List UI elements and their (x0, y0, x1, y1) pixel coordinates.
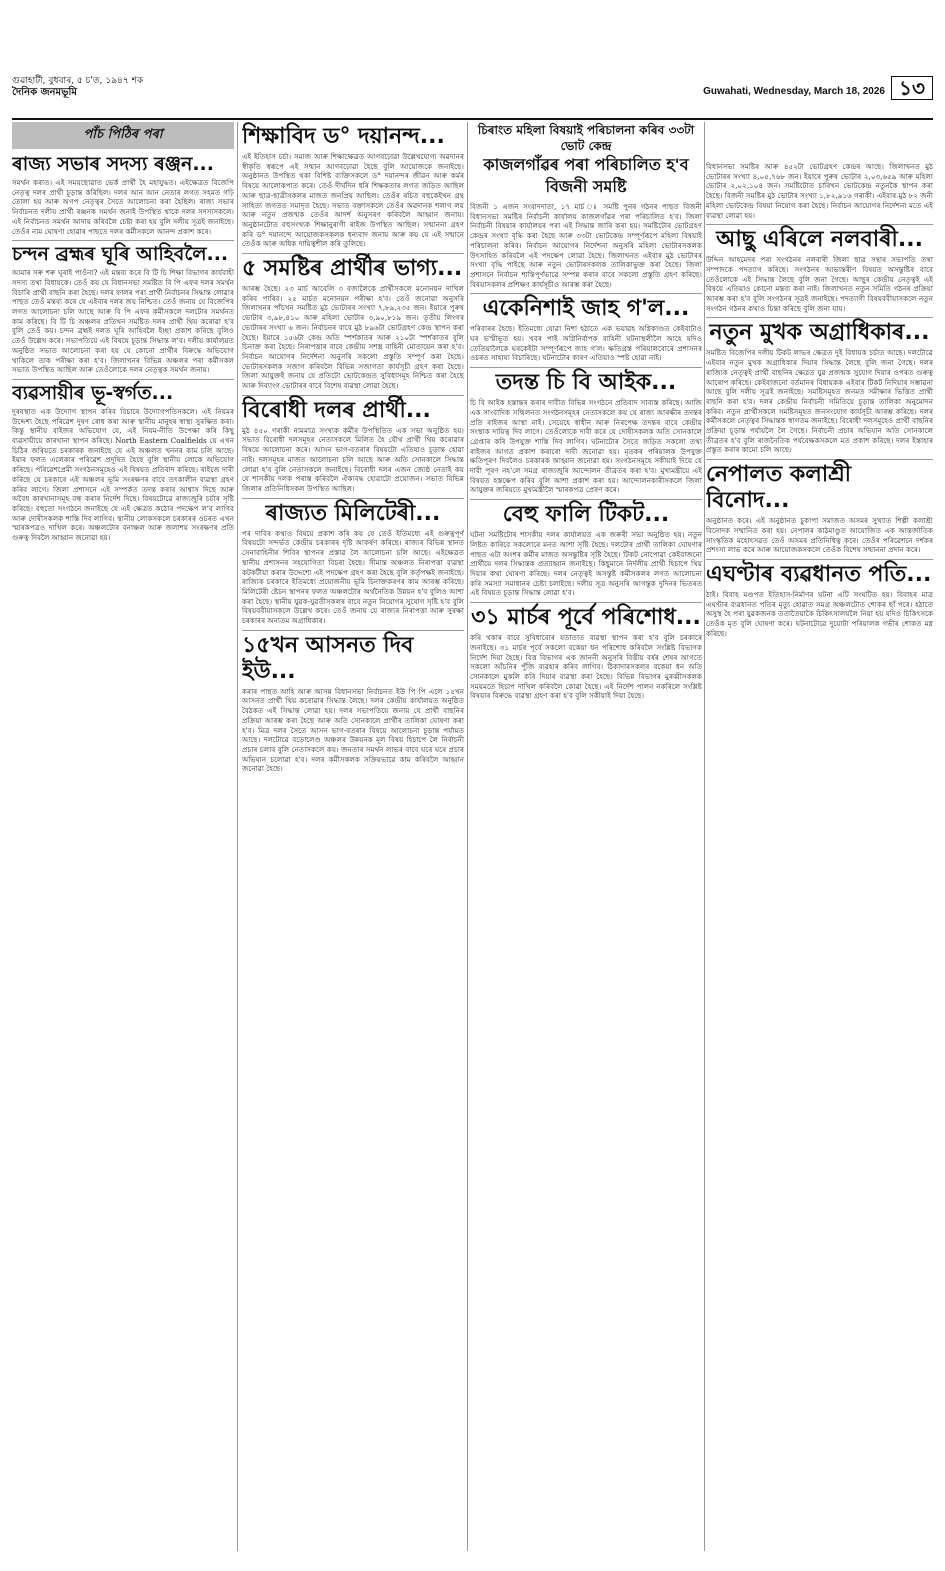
article-body: কৰাৰ পাছত আহি আৰু আসন্ন বিধানসভা নিৰ্বাচনত ইউ পি পি এলে ১৫খন আসনত প্ৰাৰ্থী থিয় কৰোৱাৰ সিদ্ধান্ত লৈছে। দলৰ কেন্দ্ৰীয় কাৰ্যালয়ত অনুষ্ঠিত বৈঠকত এই সিদ্ধান্ত লোৱা হয়। দলৰ সভাপতিয়ে জনায় যে প্ৰাৰ্থী বাছনিৰ প্ৰক্ৰিয়া আৰম্ভ কৰা হৈছে আৰু অতি সোনকালে প্ৰাৰ্থীৰ তালিকা ঘোষণা কৰা হ'ব। মিত্ৰ দলৰ সৈতে আসন ভাগ-বতৰাৰ বিষয়ে আলোচনা চূড়ান্ত পৰ্যায়ত আছে। দলটোৱে বড়োলেণ্ড অঞ্চলৰ উন্নয়নক মূল বিষয় হিচাপে লৈ নিৰ্বাচনী প্ৰচাৰ চলাব বুলি নেতাসকলে কয়। জনতাৰ সমৰ্থন লাভৰ বাবে ঘৰে ঘৰে প্ৰচাৰ অভিযান চলোৱা হ'ব। দলৰ কৰ্মীসকলক সক্ৰিয়ভাৱে কাম কৰিবলৈ আহ্বান জনোৱা হৈছে। (242, 686, 464, 774)
article-body: উদ্দিন আহমেদৰ পৰা সংগঠনৰ নলবাৰী জিলা ছাত্ৰ সন্থাৰ সভাপতি তথা সম্পাদকে পদত্যাগ কৰিছে। সংগঠনৰ আভ্যন্তৰীণ বিষয়ত অসন্তুষ্টিৰ বাবে তেওঁলোকে এই সিদ্ধান্ত লৈছে বুলি জনা গৈছে। আছুৰ কেন্দ্ৰীয় নেতৃত্বই এই বিষয়ে এতিয়াও কোনো মন্তব্য কৰা নাই। জিলাখনত নতুন সমিতি গঠনৰ প্ৰক্ৰিয়া আৰম্ভ কৰা হ'ব বুলি সংগঠনৰ সূত্ৰই জনাইছে। পদত্যাগী বিষয়ববীয়াসকলে নতুন সংগঠন গঠনৰ কথাও চিন্তা কৰিছে বুলি জনা যায়। (706, 255, 933, 313)
dateline-english: Guwahati, Wednesday, March 18, 2026 (703, 86, 885, 97)
column-1 (12, 122, 234, 1552)
article-body: পৰিবাৰৰ হৈছে। ইতিমধ্যে যোৱা নিশা হঠাতে এক ভয়াৱহ অগ্নিকাণ্ডত কেইবাটাও ঘৰ ভস্মীভূত হয়। খবৰ পাই অগ্নিনিৰ্বাপক বাহিনী ঘটনাস্থলীলৈ আহে যদিও তেতিয়ালৈকে ঘৰকেইটা সম্পূৰ্ণৰূপে জাহ গ'ল। ক্ষতিগ্ৰস্ত পৰিয়ালবোৰে প্ৰশাসনৰ ওচৰত সাহায্য বিচাৰিছে। ঘটনাটোৰ কাৰণ এতিয়াও স্পষ্ট হোৱা নাই। (470, 324, 702, 363)
article-body: চি বি আইক হস্তান্তৰ কৰাৰ দাবীত বিভিন্ন সংগঠনে প্ৰতিবাদ সাব্যস্ত কৰিছে। আজি এক সাংবাদিক সন্মিলনত সংগঠনসমূহৰ নেতাসকলে কয় যে ৰাজ্য আৰক্ষীৰ তদন্তৰ প্ৰতি ৰাইজৰ আস্থা নাই। সেয়েহে স্বাধীন আৰু নিৰপেক্ষ তদন্তৰ বাবে কেন্দ্ৰীয় সংস্থাক দায়িত্ব দিব লাগে। তেওঁলোকে দাবী কৰে যে দোষীসকলক অতি সোনকালে গ্ৰেপ্তাৰ কৰি উপযুক্ত শাস্তি দিব লাগিব। ঘটনাটোৰ সৈতে জড়িত সকলো তথ্য ৰাইজৰ আগত প্ৰকাশ কৰাৰো দাবী জনোৱা হয়। মৃতকৰ পৰিয়ালক উপযুক্ত ক্ষতিপূৰণ দিবলৈও চৰকাৰক আহ্বান জনোৱা হয়। সংগঠনসমূহে সকীয়াই দিয়ে যে দাবী পূৰণ নহ'লে সমগ্ৰ ৰাজ্যজুৰি আন্দোলন তীব্ৰতৰ কৰা হ'ব। মুখ্যমন্ত্ৰীয়ে এই বিষয়ত হস্তক্ষেপ কৰিব বুলি আশা প্ৰকাশ কৰা হয়। আন্দোলনকাৰীসকলে জিলা আয়ুক্তৰ জৰিয়তে মুখ্যমন্ত্ৰীলৈ স্মাৰকপত্ৰ প্ৰেৰণ কৰে। (470, 398, 702, 495)
headline-nepal-kalashree: নেপালত কলাশ্ৰী বিনোদ... (706, 462, 851, 514)
lead-headline: কাজলগাঁৱৰ পৰা পৰিচালিত হ'ব বিজনী সমষ্টি (483, 155, 689, 196)
article-divider (470, 602, 702, 603)
headline-aasu-nalbari: আছু এৰিলে নলবাৰী... (716, 227, 923, 253)
article-body: সমষ্টিত বিজেপিৰ দলীয় টিকট লাভৰ ক্ষেত্ৰত দুই বিধায়ক চৰ্চাত আছে। দলটোৱে এইবাৰ নতুন মুখক অগ্ৰাধিকাৰ দিয়াৰ সিদ্ধান্ত লৈছে বুলি জনা গৈছে। দলৰ ৰাজ্যিক নেতৃত্বই প্ৰাৰ্থী বাছনিৰ ক্ষেত্ৰত যুৱ প্ৰজন্মক সুযোগ দিয়াৰ ওপৰত গুৰুত্ব আৰোপ কৰিছে। কেইবাজনো বৰ্তমানৰ বিধায়কক এইবাৰ টিকট নিদিয়াৰ সম্ভাৱনা আছে বুলি দলীয় সূত্ৰই জনাইছে। সমষ্টিসমূহত জনমত সমীক্ষাৰ ভিত্তিত প্ৰাৰ্থী বাছনি কৰা হ'ব। দলৰ কেন্দ্ৰীয় নিৰ্বাচনী সমিতিয়ে চূড়ান্ত তালিকা অনুমোদন কৰিব। নতুন প্ৰাৰ্থীসকলে সমষ্টিসমূহত জনসংযোগ কাৰ্যসূচী আৰম্ভ কৰিছে। দলৰ কৰ্মীসকলে নেতৃত্বৰ সিদ্ধান্তক স্বাগতম জনাইছে। বিৰোধী দলসমূহেও প্ৰাৰ্থী বাছনিৰ প্ৰক্ৰিয়া চূড়ান্ত পৰ্যায়লৈ লৈ গৈছে। নিৰ্বাচনী প্ৰচাৰ অভিযান অতি সোনকালে তীব্ৰতৰ হ'ব বুলি ৰাজনৈতিক পৰ্যবেক্ষকসকলে মত প্ৰকাশ কৰিছে। দলৰ ইস্তাহাৰ প্ৰস্তুত কৰাৰ কামো চলি আছে। (706, 348, 933, 455)
column-4 (706, 122, 933, 1552)
headline-educationist: শিক্ষাবিদ ড° দয়ানন্দ... (242, 124, 445, 149)
article-body: আৰম্ভ হৈছে। ২৩ মাৰ্চ আবেলি ৩ বজালৈকে প্ৰাৰ্থীসকলে মনোনয়ন দাখিল কৰিব পাৰিব। ২৫ মাৰ্চত মনোনয়ন পৰীক্ষা হ'ব। তেওঁ জনোৱা অনুসৰি জিলাখনৰ পাঁচখন সমষ্টিত মুঠ ভোটাৰৰ সংখ্যা ৭,৮৯,২৩৫ জন। ইয়াৰে পুৰুষ ভোটাৰ ৩,৯৮,৪১০ আৰু মহিলা ভোটাৰ ৩,৯০,৮১৯ জন। তৃতীয় লিংগৰ ভোটাৰৰ সংখ্যা ৬ জন। নিৰ্বাচনৰ বাবে মুঠ ৮৯৬টা ভোটগ্ৰহণ কেন্দ্ৰ স্থাপন কৰা হৈছে। ইয়াৰে ১৫৬টা কেন্দ্ৰ অতি স্পৰ্শকাতৰ আৰু ২১০টা স্পৰ্শকাতৰ বুলি চিনাক্ত কৰা হৈছে। নিৰাপত্তাৰ বাবে কেন্দ্ৰীয় সশস্ত্ৰ বাহিনী মোতায়েন কৰা হ'ব। নিৰ্বাচন আয়োগৰ নিৰ্দেশনা অনুসৰি সকলো প্ৰস্তুতি সম্পূৰ্ণ কৰা হৈছে। ভোটাৰসকলক সজাগ কৰিবলৈ বিভিন্ন সজাগতা কাৰ্যসূচী গ্ৰহণ কৰা হৈছে। জিলা আয়ুক্তই জনায় যে প্ৰতিটো ভোটকেন্দ্ৰত সুবিধাসমূহ নিশ্চিত কৰা হৈছে আৰু দিব্যাংগ ভোটাৰৰ বাবে বিশেষ ব্যৱস্থা লোৱা হৈছে। (242, 284, 464, 391)
article-divider (242, 498, 464, 499)
headline-new-faces: নতুন মুখক অগ্ৰাধিকাৰ... (709, 320, 930, 346)
column-divider (237, 122, 238, 1551)
column-2 (242, 122, 464, 1552)
masthead: দৈনিক জনমভূমি (12, 87, 77, 98)
headline-upp: ১৫খন আসনত দিব ইউ... (242, 632, 414, 684)
article-body: বিজনী ১ এজন সংবাদদাতা, ১৭ মাৰ্চ ঃ সমষ্টি পুনৰ গঠনৰ পাছত বিজনী বিধানসভা সমষ্টিৰ নিৰ্বাচনী কাৰ্যালয় কাজলগাঁৱৰ পৰা পৰিচালিত হ'ব। জিলা নিৰ্বাচনী বিষয়াৰ কাৰ্যালয়ৰ পৰা এই সিদ্ধান্ত জাৰি কৰা হয়। সমষ্টিটোৰ ভোটগ্ৰহণ কেন্দ্ৰৰ সংখ্যা বৃদ্ধি কৰা হৈছে আৰু ৩৩টা ভোটকেন্দ্ৰ সম্পূৰ্ণৰূপে মহিলা বিষয়াই পৰিচালনা কৰিব। নিৰ্বাচন আয়োগৰ নিৰ্দেশনা অনুসৰি মহিলা ভোটাৰসকলক উৎসাহিত কৰিবলৈ এই পদক্ষেপ লোৱা হৈছে। জিলাখনত এইবাৰ মুঠ ভোটাৰৰ সংখ্যা বৃদ্ধি পাইছে আৰু নতুন ভোটাৰসকলক তালিকাভুক্ত কৰা হৈছে। জিলা প্ৰশাসনে নিৰ্বাচন শান্তিপূৰ্ণভাৱে সম্পন্ন কৰাৰ বাবে সকলো প্ৰস্তুতি গ্ৰহণ কৰিছে। বিষয়াসকলৰ প্ৰশিক্ষণ কাৰ্যসূচীও আৰম্ভ কৰা হৈছে। (470, 202, 702, 289)
article-body: বিধানসভা সমষ্টিৰ আৰু ৪৫২টা ভোটগ্ৰহণ কেন্দ্ৰৰ আছে। জিলাখনত মুঠ ভোটাৰৰ সংখ্যা ৪,০৫,৭৬৮ জন। ইয়াৰে পুৰুষ ভোটাৰ ২,০৩,৬৫৯ আৰু মহিলা ভোটাৰ ২,০২,১০৪ জন। সমষ্টিটোত চাৰিখন ভোটকেন্দ্ৰ নতুনকৈ স্থাপন কৰা হৈছে। বিজনী সমষ্টিৰ মুঠ ভোটাৰ সংখ্যা ১,৮২,৯১৬ গৰাকী। এইবাৰ মুঠ ৮২ জনী মহিলা ভোটকেন্দ্ৰ বিষয়া নিয়োগ কৰা হৈছে। নিৰ্বাচন আয়োগৰ নিৰ্দেশনা মতে এই ব্যৱস্থা লোৱা হয়। (706, 162, 933, 220)
headline-military: ৰাজ্যত মিলিটেৰী... (265, 500, 441, 526)
article-divider (242, 395, 464, 396)
headline-ticket: বেহু ফালি টিকট... (502, 502, 670, 528)
headline-opposition: বিৰোধী দলৰ প্ৰাৰ্থী... (242, 397, 431, 423)
lead-banner (470, 122, 702, 198)
article-divider (706, 224, 933, 225)
article-body: সমৰ্থন কৰাত। এই সময়ছোৱাত ভেৰ্ক প্ৰাৰ্থী হৈ মহাযুদ্ধত। এইক্ষেত্ৰত বিজেপি নেতৃত্ব দলৰ প্ৰাৰ্থী চূড়ান্ত কৰিছিল। দলৰ আন আন নেতাৰ লগত সহমত গঢ়ি তোলা হয় আৰু অগপ নেতৃত্বৰ সৈতে আলোচনা কৰা হৈছিল। ৰাজ্য সভাৰ নিৰ্বাচনত দলীয় প্ৰাৰ্থী ৰঞ্জনক সমৰ্থন জনাই উপস্থিত থাকে দলৰ সদস্যসকলে। এই নিৰ্বাচনত সমৰ্থন আদায় কৰিবলৈ চেষ্টা কৰা হয় বুলি দলীয় সূত্ৰই জনাইছে। তেওঁৰ নাম ঘোষণা হোৱাৰ পাছতে দলৰ কৰ্মীসকলে আনন্দ প্ৰকাশ কৰে। (12, 178, 234, 236)
article-divider (242, 630, 464, 631)
headline-businessman: ব্যৱসায়ীৰ ভূ-স্বৰ্গত... (12, 381, 174, 404)
article-divider (706, 459, 933, 460)
headline-rajya-sabha: ৰাজ্য সভাৰ সদস্য ৰঞ্জন... (12, 153, 214, 175)
article-divider (470, 367, 702, 368)
article-body: কৰি থকাৰ বাবে সুবিধাবোৰ যতাতাত ব্যৱস্থা স্থাপন কৰা হ'ব বুলি চৰকাৰে জনাইছে। ৩১ মাৰ্চৰ পূৰ্বে সকলো বকেয়া ধন পৰিশোধ কৰিবলৈ সংশ্লিষ্ট বিভাগক নিৰ্দেশ দিয়া হৈছে। বিত্ত বিভাগৰ এক জাননী অনুসৰি বিত্তীয় বৰ্ষৰ শেষৰ আগতে সকলো আঁচনিৰ পুঁজি ব্যৱহাৰ কৰিব লাগিব। ঠিকাদাৰসকলৰ বকেয়া ধন অতি সোনকালে মুকলি কৰি দিয়াৰ ব্যৱস্থা কৰা হৈছে। বিভিন্ন বিভাগৰ মুৰব্বীসকলক সময়মতে হিচাপ দাখিল কৰিবলৈ কোৱা হৈছে। এই নিৰ্দেশ পালন নকৰিলে সংশ্লিষ্ট বিষয়াৰ বিৰুদ্ধে ব্যৱস্থা গ্ৰহণ কৰা হ'ব বুলি সকীয়াই দিয়া হৈছে। (470, 633, 702, 701)
headline-cbi: তদন্ত চি বি আইক... (495, 370, 677, 396)
article-body: পৰ দাবিৰ কথাও বিষয়ে প্ৰকাশ কৰি কয় যে তেওঁ ইতিমধ্যে এই গুৰুত্বপূৰ্ণ বিষয়টো সন্দৰ্ভত কেন্দ্ৰীয় চৰকাৰৰ দৃষ্টি আকৰ্ষণ কৰিছে। ৰাজ্যৰ বিভিন্ন স্থানত সেনাবাহিনীৰ শিবিৰ স্থাপনৰ প্ৰস্তাৱ লৈ আলোচনা চলি আছে। এইক্ষেত্ৰত স্থানীয় প্ৰশাসনৰ সহযোগিতা বিচৰা হৈছে। সীমান্ত অঞ্চলত নিৰাপত্তা ব্যৱস্থা কটকটীয়া কৰাৰ উদ্দেশ্যে এই পদক্ষেপ গ্ৰহণ কৰা হৈছে বুলি কৰ্তৃপক্ষই জনাইছে। ৰাজ্যিক চৰকাৰে ইতিমধ্যে প্ৰয়োজনীয় ভূমি চিনাক্তকৰণৰ কাম আৰম্ভ কৰিছে। মিলিটেৰী ষ্টেচন স্থাপনৰ ফলত অঞ্চলটোৰ অৰ্থনৈতিক উন্নয়ন হ'ব বুলিও আশা কৰা হৈছে। স্থানীয় যুৱক-যুৱতীসকলৰ বাবে নতুন নিয়োগৰ সুযোগ সৃষ্টি হ'ব বুলি বিষয়ববীয়াসকলে উল্লেখ কৰে। তেওঁ জনায় যে ৰাজ্যৰ নিৰাপত্তা আৰু সুৰক্ষা চৰকাৰৰ অন্যতম অগ্ৰাধিকাৰ। (242, 528, 464, 626)
headline-chandan-brahma: চন্দন ব্ৰহ্মৰ ঘূৰি আহিবলৈ... (12, 243, 229, 266)
article-divider (470, 293, 702, 294)
header-rule (12, 118, 933, 120)
header-left (12, 76, 143, 98)
article-divider (12, 379, 234, 380)
headline-fire: একেনিশাই জাহ গ'ল... (482, 296, 690, 322)
headline-march-payment: ৩১ মাৰ্চৰ পূৰ্বে পৰিশোধ... (471, 605, 701, 631)
column-divider (704, 122, 705, 1551)
article-divider (470, 499, 702, 500)
lead-subheadline: চিৰাংত মহিলা বিষয়াই পৰিচালনা কৰিব ৩৩টা ভোট কেন্দ্ৰ (477, 123, 695, 153)
article-divider (706, 559, 933, 560)
article-body: মুঠ ৪৫০ গৰাকী নামমাত্ৰ সংখ্যক কৰ্মীৰ উপস্থিতিত এক সভা অনুষ্ঠিত হয়। সভাত বিৰোধী দলসমূহৰ নেতাসকলে মিলিত হৈ যৌথ প্ৰাৰ্থী থিয় কৰোৱাৰ বিষয়ে আলোচনা কৰে। আসন ভাগ-বতৰাৰ বিষয়টো এতিয়াও চূড়ান্ত হোৱা নাই। দলসমূহৰ মাজত আলোচনা চলি আছে আৰু অতি সোনকালে সিদ্ধান্ত লোৱা হ'ব বুলি নেতাসকলে জনাইছে। বিৰোধী দলৰ এজন জ্যেষ্ঠ নেতাই কয় যে শাসকীয় দলক পৰাস্ত কৰিবলৈ ঐক্যবদ্ধ হোৱাটো প্ৰয়োজন। সভাত বিভিন্ন জিলাৰ প্ৰতিনিধিসকল উপস্থিত আছিল। (242, 425, 464, 493)
article-divider (242, 253, 464, 254)
article-body: ঠাই। বিবাহ মণ্ডপত ইতিহাস-নিৰ্মাণৰ ঘটনা এটি সংঘটিত হয়। বিবাহৰ মাত্ৰ এঘণ্টাৰ ব্যৱধানত পতিৰ মৃত্যু হোৱাত সমগ্ৰ অঞ্চলটোত শোকৰ ছাঁ পৰে। হঠাতে অসুস্থ হৈ পৰা যুৱকজনক ততাতৈয়াকৈ চিকিৎসালয়লৈ নিয়া হয় যদিও চিকিৎসকে তেওঁক মৃত বুলি ঘোষণা কৰে। ঘটনাটোৱে দুয়োটা পৰিয়ালক গভীৰ শোকত মগ্ন কৰিছে। (706, 589, 933, 638)
article-body: দুৰবস্থাত এক উদ্যোগ স্থাপন কৰিব বিচাৰে উদ্যোগপতিসকলে। এই নিয়মৰ উদ্দেশ্য হৈছে পৰিৱেশ দুষণ ৰোধ কৰা আৰু স্থানীয় মানুহৰ স্বাস্থ্য সুৰক্ষিত কৰা। কিন্তু স্থানীয় বাইজৰ অভিযোগ যে, এই নিয়ম-নীতি উপেক্ষা কৰি কিছু ব্যৱসায়ীয়ে কাৰখানা স্থাপন কৰিছে। North Eastern Coalfields য়ে এখন চিঠিৰ জৰিয়তে চৰকাৰক জনাইছে যে এই অঞ্চলত খননৰ কাম চলি আছে। ইয়াৰ ফলত এলেকাৰ পৰিৱেশ প্ৰদূষিত হৈছে বুলি স্থানীয় লোকে অভিযোগ কৰিছে। পৰিৱেশপ্ৰেমী সংগঠনসমূহেও এই বিষয়ত প্ৰতিবাদ কৰিছে। ৰাইজে দাবী কৰিছে যে চৰকাৰে এই অঞ্চলৰ ভূমি সংৰক্ষণৰ বাবে তৎকালীন ব্যৱস্থা গ্ৰহণ কৰিব লাগে। জিলা প্ৰশাসনে এই সম্পৰ্কত তদন্ত কৰাৰ আশ্বাস দিছে আৰু অবৈধ কাৰখানাসমূহ বন্ধ কৰাৰ নিৰ্দেশ দিছে। বিষয়টোৱে ৰাজ্যজুৰি চৰ্চাৰ সৃষ্টি কৰিছে। বহুতো সংগঠনে জনাইছে যে এই ক্ষেত্ৰত কঠোৰ পদক্ষেপ ল'ব লাগিব আৰু দোষীসকলক শাস্তি দিব লাগিব। স্থানীয় লোকসকলে চৰকাৰৰ ওচৰত এখন স্মাৰকপত্ৰও দাখিল কৰে। অঞ্চলটোৰ বনাঞ্চল আৰু জলাশয় সংৰক্ষণৰ প্ৰতি গুৰুত্ব দিবলৈ আহ্বান জনোৱা হয়। (12, 406, 234, 543)
dateline-assamese: গুৱাহাটী, বুধবাৰ, ৫ চ'ত, ১৯৪৭ শক (12, 76, 144, 86)
page-number: ১৩ (891, 76, 933, 100)
article-body: আমাৰ সৰু শৰু ঘূৰাই পাওঁনা? এই মন্তব্য কৰে বি টি চি শিক্ষা বিভাগৰ কাৰ্যবাহী সদস্য তথা বিধায়কে। তেওঁ কয় যে বিধানসভা সমষ্টিত বি পি এফৰ দলৰ সমৰ্থন বিচাৰি প্ৰাৰ্থী বাছনি কৰা হৈছে। দলৰ ফালৰ পৰা প্ৰাৰ্থী নিৰ্বাচনৰ সিদ্ধান্ত লোৱাৰ পাছত তেওঁ মন্তব্য কৰে যে এইবাৰ দলৰ জয় নিশ্চিত। তেওঁ জনায় যে বিজেপিৰ লগত আলোচনা চলি আছে আৰু বি পি এফৰ কৰ্মীসকলে দলটোৰ সমৰ্থনত কাম কৰিছে। বি টি চি অঞ্চলৰ প্ৰতিখন সমষ্টিত দলৰ প্ৰাৰ্থী থিয় কৰোৱা হ'ব বুলি তেওঁ কয়। চন্দন ব্ৰহ্মই দলত ঘূৰি আহিবলৈ ইচ্ছা প্ৰকাশ কৰিছে বুলিও তেওঁ উল্লেখ কৰে। সভাপতিয়ে এই বিষয়ে চূড়ান্ত সিদ্ধান্ত ল'ব। দলীয় কাৰ্যালয়ত অনুষ্ঠিত সভাত আলোচনা কৰা হয় যে কোনো প্ৰাৰ্থীৰ বিৰুদ্ধে অভিযোগ থাকিলে তাক পৰীক্ষা কৰা হ'ব। জিলাখনৰ বিভিন্ন অঞ্চলৰ পৰা কৰ্মীসকল সভাত উপস্থিত আছিল আৰু তেওঁলোকে দলৰ নেতৃত্বক সমৰ্থন জনায়। (12, 268, 234, 375)
article-divider (706, 317, 933, 318)
headline-five-constituencies: ৫ সমষ্টিৰ প্ৰাৰ্থীৰ ভাগ্য... (242, 256, 463, 282)
column-3 (470, 122, 702, 1552)
continued-banner: পাঁচ পিঠিৰ পৰা (12, 122, 234, 149)
page-header (12, 74, 933, 102)
article-body: অনুষ্ঠানত কৰে। এই অনুষ্ঠানত চুকাপা সমাজত অসমৰ সুখ্যাত শিল্পী কলাশ্ৰী বিনোদক সন্মানিত কৰা হয়। নেপালৰ কাঠমাণ্ডুত আয়োজিত এক আন্তৰ্জাতিক সাংস্কৃতিক মহোৎসৱত তেওঁ অসমৰ প্ৰতিনিধিত্ব কৰে। তেওঁৰ পৰিৱেশনে দৰ্শকৰ প্ৰশংসা লাভ কৰে আৰু আয়োজকসকলে তেওঁক বিশেষ সন্মাননা প্ৰদান কৰে। (706, 516, 933, 555)
banner-spacer (706, 122, 933, 162)
article-body: এই ইতিহাস চৰ্চা। সমাজ আৰু শিক্ষাক্ষেত্ৰত আগবঢ়োৱা উল্লেখযোগ্য অৱদানৰ স্বীকৃতি স্বৰূপে এই সন্মান আগবঢ়োৱা হৈছে বুলি আয়োজকে জনাইছে। অনুষ্ঠানত উপস্থিত থকা বিশিষ্ট ব্যক্তিসকলে ড° দয়ানন্দৰ জীৱন আৰু কৰ্মৰ বিষয়ে আলোকপাত কৰে। তেওঁ দীৰ্ঘদিন ধৰি শিক্ষকতাৰ লগত জড়িত আছিল আৰু ছাত্ৰ-ছাত্ৰীসকলৰ মাজত জনপ্ৰিয় আছিল। তেওঁৰ ৰচিত বহুকেইখন গ্ৰন্থ সাহিত্য জগতত সমাদৃত হৈছে। সভাত বক্তাসকলে তেওঁৰ অৱদানক শলাগ লয় আৰু নতুন প্ৰজন্মক তেওঁৰ আদৰ্শ অনুসৰণ কৰিবলৈ আহ্বান জনায়। অনুষ্ঠানটোত বহুসংখ্যক শিক্ষানুৰাগী ৰাইজ উপস্থিত আছিল। সন্মাননা গ্ৰহণ কৰি ড° দয়ানন্দে আয়োজকসকলক ধন্যবাদ জনায় আৰু কয় যে এই সন্মানে তেওঁক আৰু অধিক দায়িত্বশীল কৰি তুলিছে। (242, 152, 464, 249)
article-divider (12, 240, 234, 241)
headline-one-hour: এঘণ্টাৰ ব্যৱধানত পতি... (706, 561, 932, 587)
article-body: ঘটনা সমষ্টিটোৰ শাসকীয় দলৰ কাৰ্যালয়ত এক জৰুৰী সভা অনুষ্ঠিত হয়। নতুন লিষ্টত কাৰিবে সকলোৰে মনত আশা সৃষ্টি হৈছে। দলটোৰ প্ৰাৰ্থী তালিকা ঘোষণাৰ পাছত এটা অংশৰ কৰ্মীৰ মাজত অসন্তুষ্টিৰ সৃষ্টি হৈছে। টিকট নোপোৱা কেইবাজনো প্ৰাৰ্থীয়ে দলৰ সিদ্ধান্তক প্ৰত্যাহ্বান জনাইছে। কিছুমানে নিৰ্দলীয় প্ৰাৰ্থী হিচাপে থিয় দিয়াৰ কথা ঘোষণা কৰিছে। দলৰ নেতৃত্বই অসন্তুষ্ট কৰ্মীসকলৰ লগত আলোচনা কৰি সমস্যা সমাধানৰ চেষ্টা চলাইছে। দলীয় সূত্ৰ অনুসৰি আগন্তুক দুদিনৰ ভিতৰত এই বিষয়ত চূড়ান্ত সিদ্ধান্ত লোৱা হ'ব। (470, 530, 702, 598)
column-divider (467, 122, 468, 1551)
